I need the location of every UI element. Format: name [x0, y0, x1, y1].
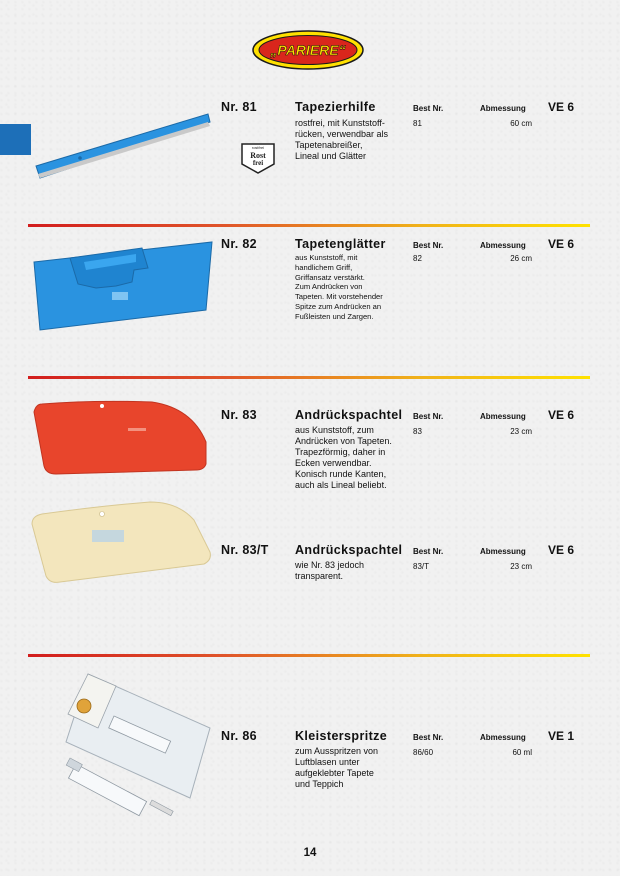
product-name: Tapezierhilfe [295, 100, 376, 114]
best-nr-header: Best Nr. [413, 241, 444, 250]
andrueckspachtel-transparent-image [30, 500, 212, 584]
best-nr-value: 83 [413, 427, 422, 436]
product-name: Andrückspachtel [295, 543, 403, 557]
best-nr-value: 82 [413, 254, 422, 263]
best-nr-header: Best Nr. [413, 733, 444, 742]
product-description: rostfrei, mit Kunststoff- rücken, verwendbar als Tapetenabreißer, Lineal und Glätter [295, 118, 389, 161]
best-nr-value: 86/60 [413, 748, 434, 757]
product-name: Tapetenglätter [295, 237, 386, 251]
product-number: Nr. 83/T [221, 543, 269, 557]
dimension-value: 60 ml [512, 748, 532, 757]
product-description: zum Ausspritzen von Luftblasen unter aufgeklebter Tapete und Teppich [295, 746, 379, 789]
abmessung-header: Abmessung [480, 104, 526, 113]
best-nr-header: Best Nr. [413, 547, 444, 556]
ve-label: VE 6 [548, 543, 575, 557]
ve-label: VE 6 [548, 237, 575, 251]
product-name: Kleisterspritze [295, 729, 388, 743]
abmessung-header: Abmessung [480, 547, 526, 556]
svg-text:Rost: Rost [250, 151, 266, 160]
ve-label: VE 6 [548, 408, 575, 422]
abmessung-header: Abmessung [480, 733, 526, 742]
tapezierhilfe-image [32, 108, 212, 180]
dimension-value: 23 cm [510, 562, 532, 571]
kleisterspritze-image [62, 666, 212, 826]
dimension-value: 23 cm [510, 427, 532, 436]
pariere-logo [252, 30, 364, 70]
page-number: 14 [303, 847, 317, 859]
product-number: Nr. 81 [221, 100, 257, 114]
svg-text:frei: frei [252, 159, 264, 167]
best-nr-header: Best Nr. [413, 412, 444, 421]
svg-text:rostfrei: rostfrei [251, 145, 265, 150]
divider [28, 224, 590, 227]
abmessung-header: Abmessung [480, 241, 526, 250]
logo-text: „PARIERE“ [270, 42, 346, 58]
ve-label: VE 6 [548, 100, 575, 114]
product-number: Nr. 83 [221, 408, 257, 422]
tapetenglaetter-image [30, 240, 214, 332]
section-tab [0, 124, 31, 155]
best-nr-value: 83/T [413, 562, 430, 571]
product-description: aus Kunststoff, zum Andrücken von Tapeten. Trapezförmig, daher in Ecken verwendbar. Konisch runde Kanten, auch als Lineal beliebt. [295, 425, 392, 490]
product-name: Andrückspachtel [295, 408, 403, 422]
best-nr-header: Best Nr. [413, 104, 444, 113]
divider [28, 654, 590, 657]
divider [28, 376, 590, 379]
product-number: Nr. 82 [221, 237, 257, 251]
andrueckspachtel-red-image [32, 398, 210, 476]
product-description: wie Nr. 83 jedoch transparent. [295, 560, 365, 581]
dimension-value: 60 cm [510, 119, 532, 128]
rostfrei-badge-icon [240, 140, 276, 174]
product-description: aus Kunststoff, mit handlichem Griff, Griffansatz verstärkt. Zum Andrücken von Tapeten. Mit vorstehender Spitze zum Andrücken an Fußleisten und Zargen. [295, 253, 383, 321]
best-nr-value: 81 [413, 119, 422, 128]
abmessung-header: Abmessung [480, 412, 526, 421]
ve-label: VE 1 [548, 729, 575, 743]
dimension-value: 26 cm [510, 254, 532, 263]
product-number: Nr. 86 [221, 729, 257, 743]
